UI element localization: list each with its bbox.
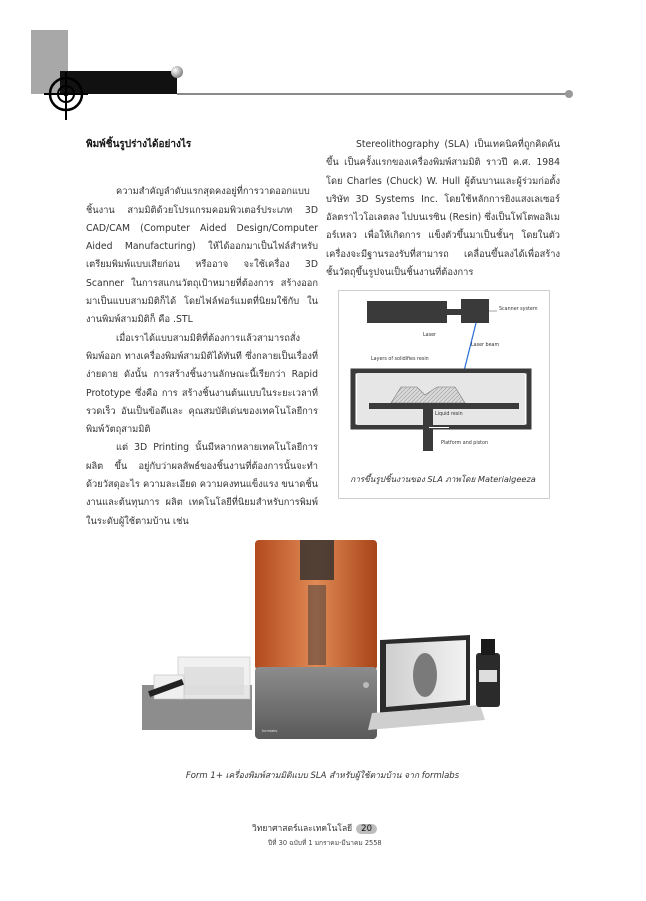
left-column [86, 136, 318, 531]
right-column [326, 136, 560, 282]
paragraph-1: ความสำคัญลำดับแรกสุดคงอยู่ที่การวาดออกแบบชิ้นงาน สามมิติด้วยโปรแกรมคอมพิวเตอร์ประเภท 3D CAD/CAM (Computer Aided Design/Computer Aided Manufacturing) ให้ได้ออกมาเป็นไฟล์สำหรับเตรียมพิมพ์แบบเสียก่อน หรืออาจ จะใช้เครื่อง 3D Scanner ในการสแกนวัตถุเป้าหมายที่ต้องการ สร้างออกมาเป็นแบบสามมิติก็ได้ โดยไฟล์ฟอร์แมตที่นิยมใช้กับ ในงานพิมพ์สามมิติก็ คือ .STL [86, 186, 318, 326]
article-title: พิมพ์ชิ้นรูปร่างได้อย่างไร [86, 139, 192, 150]
label-laser: Laser [423, 333, 437, 338]
paragraph-sla: Stereolithography (SLA) เป็นเทคนิคที่ถูกคิดค้นขึ้น เป็นครั้งแรกของเครื่องพิมพ์สามมิติ ราวปี ค.ศ. 1984 โดย Charles (Chuck) W. Hull ผู้ต้นบานและผู้ร่วมก่อตั้งบริษัท 3D Systems Inc. โดยใช้หลักการยิงแสงเลเซอร์อัลตราไวโอเลตลง ไปบนเรซิน (Resin) ซึ่งเป็นโฟโตพอลิเมอร์เหลว เพื่อให้เกิดการ แข็งตัวขึ้นมาเป็นชั้นๆ โดยในตัวเครื่องจะมีฐานรองรับที่สามารถ เคลื่อนขึ้นลงได้เพื่อสร้างชั้นวัตถุขึ้นรูปจนเป็นชิ้นงานที่ต้องการ [326, 139, 560, 279]
photo-caption: Form 1+ เครื่องพิมพ์สามมิติแบบ SLA สำหรับผู้ใช้ตามบ้าน จาก formlabs [185, 771, 460, 781]
crosshair-target-icon [40, 70, 92, 122]
label-scanner: Scanner system [499, 307, 538, 312]
diagram-caption: การขึ้นรูปชิ้นงานของ SLA ภาพโดย Materialgeeza [350, 474, 536, 484]
footer-issue: ปีที่ 30 ฉบับที่ 1 มกราคม-มีนาคม 2558 [268, 839, 382, 847]
printer-brand-text: formlabs [262, 728, 278, 733]
label-platform: Platform and piston [441, 441, 489, 446]
paragraph-3: แต่ 3D Printing นั้นมีหลากหลายเทคโนโลยีการผลิต ขึ้น อยู่กับว่าผลลัพธ์ของชิ้นงานที่ต้องการนั้นจะทำด้วยวัสดุอะไร ความละเอียด ความคงทนแข็งแรง ขนาดชิ้นงานและต้นทุนการ ผลิต เทคโนโลยีที่นิยมสำหรับการพิมพ์ในระดับผู้ใช้ตามบ้าน เช่น [86, 442, 318, 527]
label-beam: Laser beam [471, 343, 500, 348]
label-layers: Layers of solidifies resin [371, 357, 429, 362]
label-liquid-resin: Liquid resin [435, 412, 463, 417]
laptop-3d-model [413, 653, 437, 697]
header-end-dot [565, 90, 573, 98]
piston [423, 409, 433, 451]
magazine-title: วิทยาศาสตร์และเทคโนโลยี [252, 824, 353, 834]
scanner-unit [461, 299, 489, 323]
header-ball [171, 66, 183, 78]
platform [369, 403, 519, 409]
paragraph-2: เมื่อเราได้แบบสามมิติที่ต้องการแล้วสามารถสั่งพิมพ์ออก ทางเครื่องพิมพ์สามมิติได้ทันที ซึ่งกลายเป็นเรื่องที่ง่ายดาย ดังนั้น การสร้างชิ้นงานลักษณะนี้เรียกว่า Rapid Prototype ซึ่งคือ การ สร้างชิ้นงานต้นแบบในระยะเวลาที่รวดเร็ว อันเป็นข้อดีและ คุณสมบัติเด่นของเทคโนโลยีการพิมพ์วัตถุสามมิติ [86, 332, 318, 436]
sla-diagram-figure [338, 290, 550, 499]
page-number: 20 [356, 824, 377, 834]
form1-printer-photo [140, 535, 525, 745]
header-rule [177, 93, 570, 95]
laser-unit [367, 301, 447, 323]
footer-magazine [252, 821, 452, 835]
